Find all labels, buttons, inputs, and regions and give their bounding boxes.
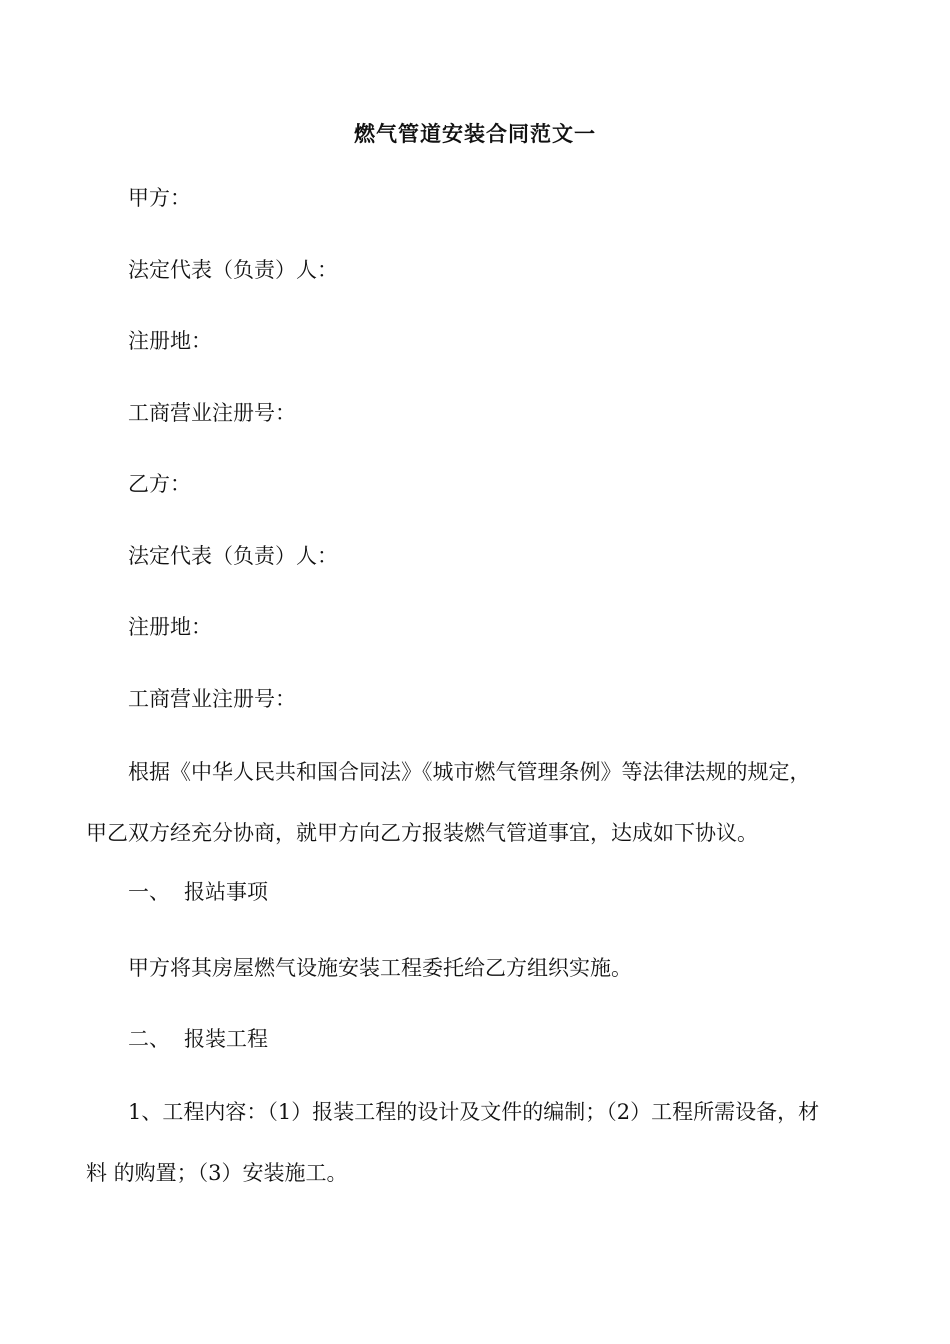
section-2-heading xyxy=(128,1027,268,1051)
preamble-paragraph xyxy=(86,742,882,864)
party-b-reg-address: 注册地： xyxy=(128,615,212,639)
section-1-body: 甲方将其房屋燃气设施安装工程委托给乙方组织实施。 xyxy=(128,956,632,980)
section-2-body-line-1: 1、工程内容：（1）报装工程的设计及文件的编制；（2）工程所需设备，材 xyxy=(128,1100,820,1124)
party-b-business-reg-no: 工商营业注册号： xyxy=(128,687,296,711)
party-a-legal-rep: 法定代表（负责）人： xyxy=(128,258,338,282)
preamble-line-1: 根据《中华人民共和国合同法》《城市燃气管理条例》等法律法规的规定， xyxy=(128,760,811,784)
section-1-title: 报站事项 xyxy=(184,880,268,904)
section-2-number: 二、 xyxy=(128,1027,170,1051)
party-b-legal-rep: 法定代表（负责）人： xyxy=(128,544,338,568)
section-2-body xyxy=(86,1082,882,1204)
section-1-number: 一、 xyxy=(128,880,170,904)
party-a-reg-address: 注册地： xyxy=(128,329,212,353)
document-title: 燃气管道安装合同范文一 xyxy=(354,121,596,146)
section-2-body-line-2: 料 的购置；（3）安装施工。 xyxy=(86,1161,348,1185)
section-2-title: 报装工程 xyxy=(184,1027,268,1051)
party-a-label: 甲方： xyxy=(128,186,191,210)
section-1-heading xyxy=(128,880,268,904)
preamble-line-2: 甲乙双方经充分协商，就甲方向乙方报装燃气管道事宜，达成如下协议。 xyxy=(86,821,758,845)
party-a-business-reg-no: 工商营业注册号： xyxy=(128,401,296,425)
party-b-label: 乙方： xyxy=(128,472,191,496)
